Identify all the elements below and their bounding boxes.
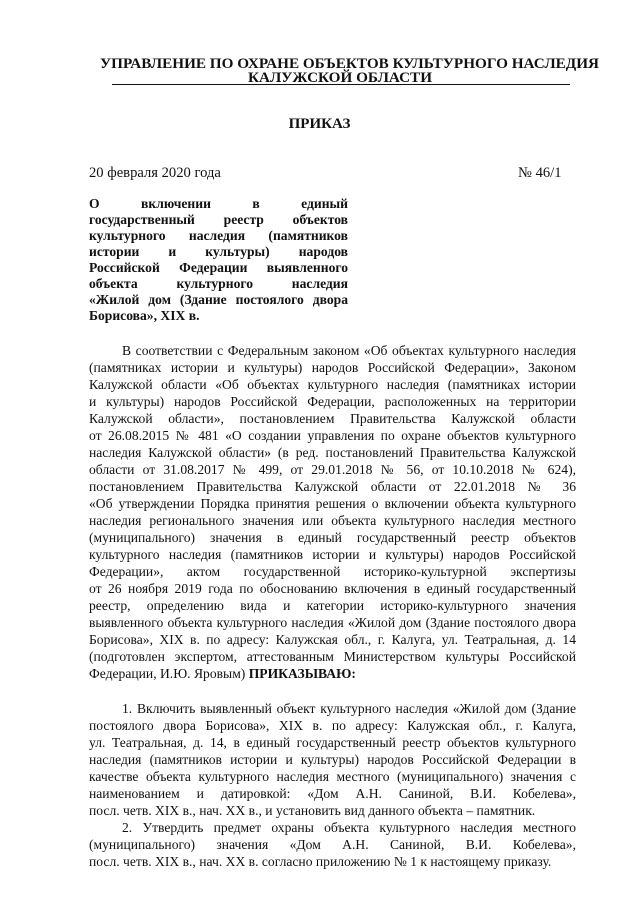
order-keyword: ПРИКАЗЫВАЮ:: [248, 666, 356, 681]
subject-line: О включении в единый: [89, 196, 348, 211]
item-line: наследия (памятников истории и культуры) народов Российской Федерации в: [89, 752, 576, 767]
preamble-line: Калужской области», постановлением Правительства Калужской области: [89, 411, 576, 426]
item-line: наименованием и датировкой: «Дом А.Н. Саниной, В.И. Кобелева»,: [89, 786, 576, 801]
preamble-line: Калужской области «Об объектах культурного наследия (памятниках истории: [89, 377, 576, 392]
item-line: ул. Театральная, д. 14, в единый государственный реестр объектов культурного: [89, 735, 576, 750]
preamble-line: выявленного объекта культурного наследия «Жилой дом (Здание постоялого двора: [89, 615, 576, 630]
preamble-line: (муниципального) значения в единый государственный реестр объектов: [89, 530, 576, 545]
item-line: посл. четв. XIX в., нач. XX в. согласно приложению № 1 к настоящему приказу.: [89, 854, 552, 869]
preamble-line: наследия Калужской области» (в ред. постановлений Правительства Калужской: [89, 445, 576, 460]
preamble-last-text: Федерации, И.Ю. Яровым): [89, 666, 246, 681]
preamble-line: Федерации», актом государственной историко-культурной экспертизы: [89, 564, 576, 579]
order-date: 20 февраля 2020 года: [89, 165, 221, 181]
preamble-line: от 26 ноября 2019 года по обоснованию включения в единый государственный: [89, 581, 576, 596]
item-line: постоялого двора Борисова», XIX в. по адресу: Калужская обл., г. Калуга,: [89, 718, 576, 733]
preamble-line: культурного наследия (памятников истории и культуры) народов Российской: [89, 547, 576, 562]
subject-line: Российской Федерации выявленного: [89, 260, 348, 275]
subject-line: культурного наследия (памятников: [89, 228, 348, 243]
preamble-line: от 26.08.2015 № 481 «О создании управления по охране объектов культурного: [89, 428, 576, 443]
preamble-line: и культуры) народов Российской Федерации, расположенных на территории: [89, 394, 576, 409]
preamble-line: [89, 667, 576, 681]
subject-line: «Жилой дом (Здание постоялого двора: [89, 292, 348, 307]
item-line: 1. Включить выявленный объект культурного наследия «Жилой дом (Здание: [122, 701, 576, 716]
item-line: (муниципального) значения «Дом А.Н. Саниной, В.И. Кобелева»,: [89, 837, 576, 852]
preamble-line: постановлением Правительства Калужской области от 22.01.2018 № 36: [89, 479, 576, 494]
preamble-line: области от 31.08.2017 № 499, от 29.01.2018 № 56, от 10.10.2018 № 624),: [89, 462, 576, 477]
preamble-line: В соответствии с Федеральным законом «Об объектах культурного наследия: [122, 343, 576, 358]
subject-line: истории и культуры) народов: [89, 244, 348, 259]
preamble-line: (памятниках истории и культуры) народов Российской Федерации», Законом: [89, 360, 576, 375]
preamble-line: наследия регионального значения или объекта культурного наследия местного: [89, 513, 576, 528]
organization-name-line-1: УПРАВЛЕНИЕ ПО ОХРАНЕ ОБЪЕКТОВ КУЛЬТУРНОГО НАСЛЕДИЯ: [100, 55, 600, 72]
subject-line: государственный реестр объектов: [89, 212, 348, 227]
subject-line: Борисова», XIX в.: [89, 308, 200, 323]
item-line: 2. Утвердить предмет охраны объекта культурного наследия местного: [122, 820, 576, 835]
item-line: посл. четв. XIX в., нач. XX в., и установить вид данного объекта – памятник.: [89, 803, 536, 818]
organization-name-line-2: КАЛУЖСКОЙ ОБЛАСТИ: [247, 69, 433, 86]
preamble-line: реестр, определению вида и категории историко-культурного значения: [89, 598, 576, 613]
document-title: ПРИКАЗ: [288, 116, 351, 132]
header-underline: [112, 84, 570, 85]
preamble-line: «Об утверждении Порядка принятия решения о включении объекта культурного: [89, 496, 576, 511]
preamble-line: Борисова», XIX в. по адресу: Калужская обл., г. Калуга, ул. Театральная, д. 14: [89, 632, 576, 647]
preamble-line: (подготовлен экспертом, аттестованным Министерством культуры Российской: [89, 649, 576, 664]
item-line: качестве объекта культурного наследия местного (муниципального) значения с: [89, 769, 576, 784]
order-number: № 46/1: [518, 165, 562, 181]
subject-line: объекта культурного наследия: [89, 276, 348, 291]
